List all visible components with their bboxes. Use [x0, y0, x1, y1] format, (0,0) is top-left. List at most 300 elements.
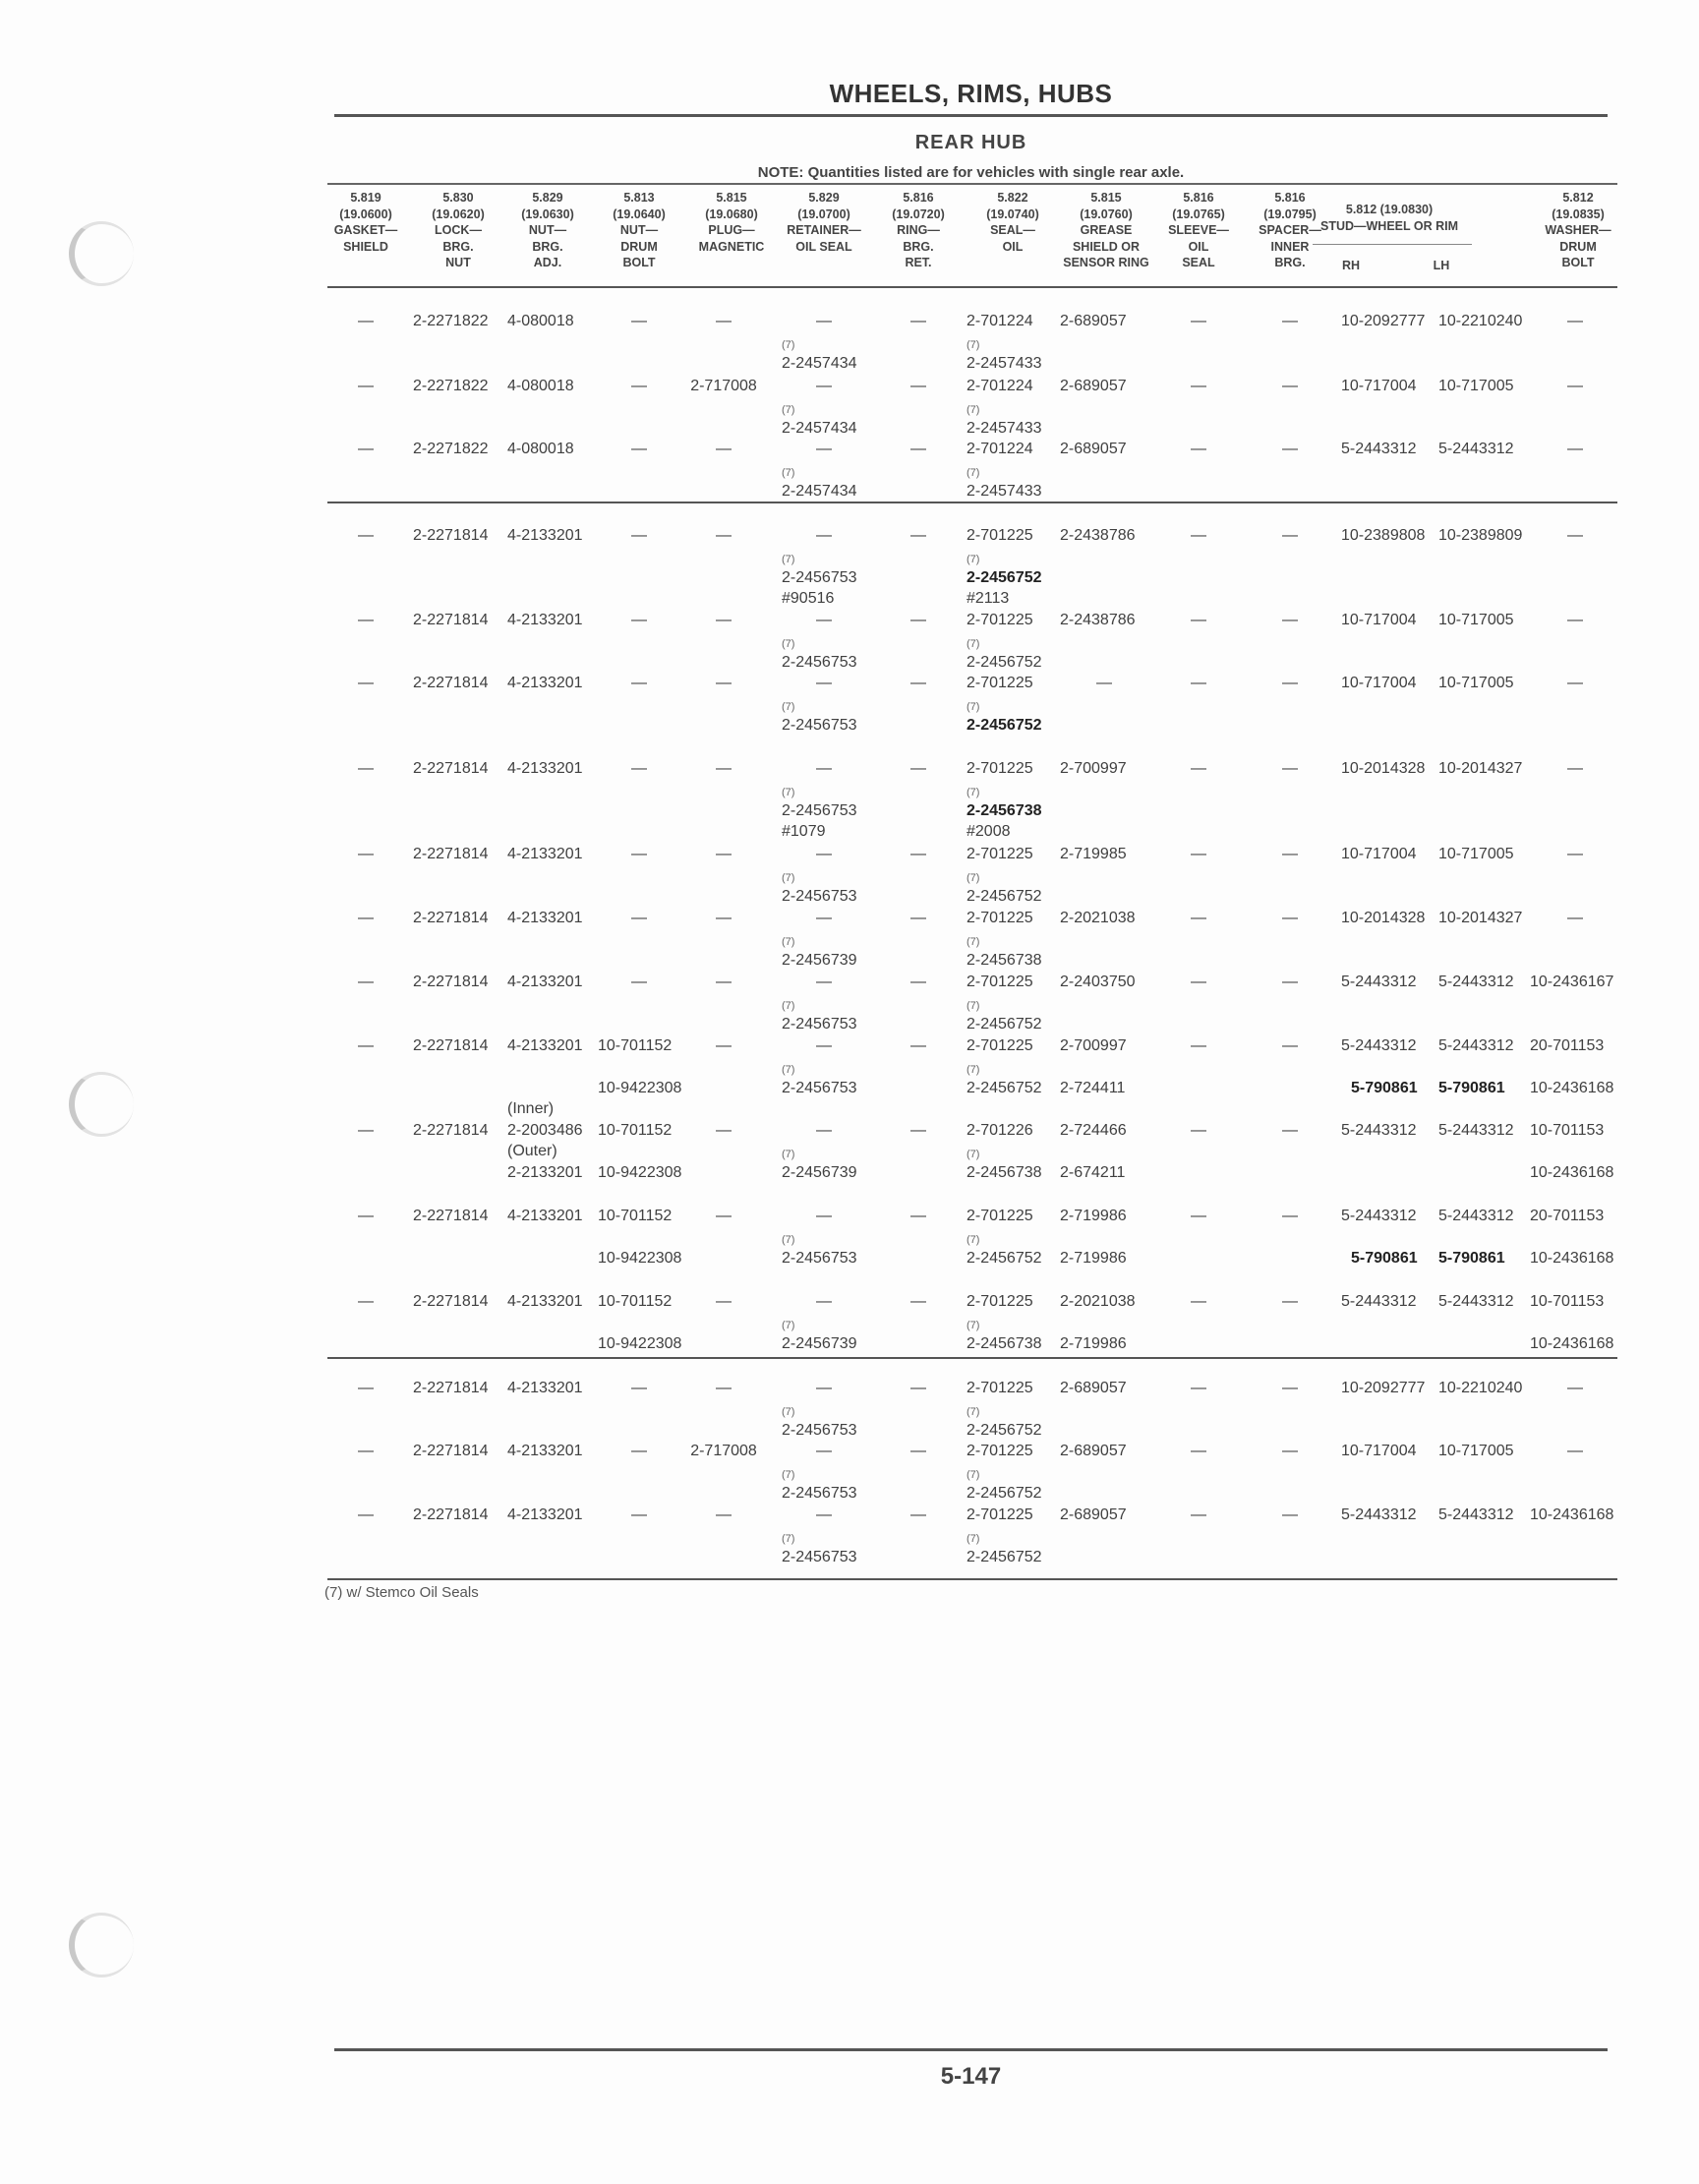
dash-cell: —: [910, 1293, 926, 1310]
retainer-oil-seal-cell: 2-2456739: [782, 1335, 857, 1352]
col-spacer-inner-brg: 5.816 (19.0795) SPACER— INNER BRG.: [1259, 191, 1321, 269]
dash-cell: —: [816, 675, 832, 691]
section-title: REAR HUB: [914, 132, 1027, 153]
lock-brg-nut-cell: 2-2271814: [413, 527, 489, 544]
dash-cell: —: [1567, 378, 1583, 394]
lock-brg-nut-cell: 2-2271814: [413, 760, 489, 777]
dash-cell: —: [910, 1380, 926, 1396]
retainer-oil-seal-cell: 2-2457434: [782, 355, 857, 372]
footer-rule: [334, 2048, 1608, 2051]
nut-brg-adj-cell: 4-080018: [507, 313, 574, 329]
dash-cell: —: [631, 441, 647, 457]
dash-cell: —: [358, 974, 374, 990]
stud-lh-cell: 5-2443312: [1438, 1122, 1514, 1139]
grease-shield-cell: 2-724411: [1060, 1080, 1126, 1096]
dash-cell: —: [816, 527, 832, 544]
dash-cell: —: [358, 1122, 374, 1139]
col-stud-lh: LH: [1433, 259, 1450, 272]
dash-cell: —: [910, 846, 926, 862]
dash-cell: —: [631, 313, 647, 329]
col-lock-brg-nut: 5.830 (19.0620) LOCK— BRG. NUT: [432, 191, 485, 269]
retainer-oil-seal-cell: 2-2456753: [782, 654, 857, 671]
footnote-ref: (7): [782, 1406, 795, 1418]
dash-cell: —: [1282, 1037, 1298, 1054]
footnote-ref: (7): [967, 1234, 980, 1246]
footnote-ref: (7): [967, 787, 980, 798]
grease-shield-cell: 2-719986: [1060, 1250, 1127, 1267]
footnote-ref: (7): [782, 339, 795, 351]
stud-rh-cell: 10-2014328: [1341, 760, 1426, 777]
nut-brg-adj-cell: 4-2133201: [507, 1443, 583, 1459]
nut-drum-bolt-cell: 10-9422308: [598, 1250, 682, 1267]
grease-shield-cell: 2-700997: [1060, 1037, 1127, 1054]
stud-lh-cell: 5-2443312: [1438, 1208, 1514, 1224]
dash-cell: —: [816, 612, 832, 628]
dash-cell: —: [816, 441, 832, 457]
footnote-ref: (7): [782, 787, 795, 798]
dash-cell: —: [631, 910, 647, 926]
nut-brg-adj-cell: 4-2133201: [507, 612, 583, 628]
dash-cell: —: [816, 1443, 832, 1459]
nut-drum-bolt-cell: 10-701152: [598, 1208, 673, 1224]
dash-cell: —: [716, 1208, 732, 1224]
stud-lh-cell: 10-717005: [1438, 846, 1514, 862]
dash-cell: —: [631, 846, 647, 862]
washer-drum-bolt-cell: 20-701153: [1530, 1037, 1605, 1054]
dash-cell: —: [716, 313, 732, 329]
dash-cell: —: [1191, 313, 1206, 329]
dash-cell: —: [1282, 313, 1298, 329]
dash-cell: —: [358, 1037, 374, 1054]
dash-cell: —: [816, 313, 832, 329]
dash-cell: —: [1191, 1443, 1206, 1459]
grease-shield-cell: 2-724466: [1060, 1122, 1127, 1139]
stud-lh-cell: 10-2210240: [1438, 313, 1523, 329]
stud-lh-cell: 5-2443312: [1438, 1506, 1514, 1523]
footnote: (7) w/ Stemco Oil Seals: [324, 1584, 479, 1601]
stud-rh-cell: 5-2443312: [1341, 1506, 1417, 1523]
nut-drum-bolt-cell: 10-9422308: [598, 1164, 682, 1181]
dash-cell: —: [1191, 441, 1206, 457]
footnote-ref: (7): [782, 404, 795, 416]
dash-cell: —: [716, 675, 732, 691]
seal-oil-cell: 2-701225: [967, 1208, 1033, 1224]
stud-rh-cell: 5-2443312: [1341, 1293, 1417, 1310]
lock-brg-nut-cell: 2-2271822: [413, 441, 489, 457]
stud-lh-cell: 5-790861: [1438, 1250, 1505, 1267]
stud-rh-cell: 10-2092777: [1341, 1380, 1426, 1396]
seal-oil-cell: 2-701225: [967, 1037, 1033, 1054]
stud-rh-cell: 5-2443312: [1341, 441, 1417, 457]
stud-lh-cell: 10-2014327: [1438, 910, 1523, 926]
stud-rh-cell: 10-717004: [1341, 1443, 1417, 1459]
dash-cell: —: [358, 1208, 374, 1224]
footnote-ref: (7): [967, 1406, 980, 1418]
nut-drum-bolt-cell: 10-701152: [598, 1122, 673, 1139]
dash-cell: —: [1282, 378, 1298, 394]
dash-cell: —: [716, 974, 732, 990]
seal-oil-cell: 2-701225: [967, 760, 1033, 777]
dash-cell: —: [1191, 910, 1206, 926]
retainer-oil-seal-cell: 2-2456753: [782, 1422, 857, 1439]
lock-brg-nut-cell: 2-2271814: [413, 612, 489, 628]
dash-cell: —: [358, 846, 374, 862]
dash-cell: —: [910, 313, 926, 329]
lock-brg-nut-cell: 2-2271814: [413, 1122, 489, 1139]
footnote-ref: (7): [967, 404, 980, 416]
dash-cell: —: [1191, 675, 1206, 691]
dash-cell: —: [716, 760, 732, 777]
grease-shield-cell: —: [1096, 675, 1112, 691]
col-ring-brg-ret: 5.816 (19.0720) RING— BRG. RET.: [892, 191, 945, 269]
seal-oil-cell: 2-2456752: [967, 1422, 1042, 1439]
nut-brg-adj-cell: 2-2133201: [507, 1164, 583, 1181]
footnote-ref: (7): [967, 638, 980, 650]
retainer-oil-seal-cell: 2-2456739: [782, 952, 857, 969]
stud-lh-cell: 10-717005: [1438, 1443, 1514, 1459]
dash-cell: —: [1191, 378, 1206, 394]
seal-oil-cell: 2-701225: [967, 1443, 1033, 1459]
dash-cell: —: [358, 675, 374, 691]
nut-brg-adj-cell: 4-080018: [507, 378, 574, 394]
footnote-ref: (7): [782, 1234, 795, 1246]
footnote-ref: (7): [782, 1320, 795, 1331]
stud-rh-cell: 10-2092777: [1341, 313, 1426, 329]
seal-oil-cell: 2-2456752: [967, 717, 1042, 734]
dash-cell: —: [816, 1380, 832, 1396]
retainer-oil-seal-cell: 2-2456753: [782, 717, 857, 734]
stud-rh-cell: 10-717004: [1341, 846, 1417, 862]
seal-oil-cell: 2-2456738: [967, 1164, 1042, 1181]
dash-cell: —: [1191, 612, 1206, 628]
seal-oil-cell: 2-701225: [967, 974, 1033, 990]
seal-oil-cell: 2-701225: [967, 1380, 1033, 1396]
plug-magnetic-cell: 2-717008: [690, 378, 757, 394]
dash-cell: —: [1191, 760, 1206, 777]
dash-cell: —: [1191, 1208, 1206, 1224]
dash-cell: —: [631, 612, 647, 628]
dash-cell: —: [1567, 612, 1583, 628]
dash-cell: —: [631, 378, 647, 394]
dash-cell: —: [1282, 1443, 1298, 1459]
footnote-ref: (7): [782, 1533, 795, 1545]
dash-cell: —: [358, 313, 374, 329]
grease-shield-cell: 2-689057: [1060, 378, 1127, 394]
dash-cell: —: [1282, 527, 1298, 544]
seal-oil-cell: 2-701225: [967, 1293, 1033, 1310]
grease-shield-cell: 2-674211: [1060, 1164, 1126, 1181]
dash-cell: —: [1191, 527, 1206, 544]
dash-cell: —: [1282, 974, 1298, 990]
seal-oil-cell: 2-701225: [967, 910, 1033, 926]
dash-cell: —: [910, 441, 926, 457]
dash-cell: —: [1282, 1208, 1298, 1224]
lock-brg-nut-cell: 2-2271814: [413, 675, 489, 691]
dash-cell: —: [716, 441, 732, 457]
dash-cell: —: [1191, 846, 1206, 862]
footnote-ref: (7): [782, 936, 795, 948]
dash-cell: —: [358, 1380, 374, 1396]
footnote-ref: (7): [782, 701, 795, 713]
lock-brg-nut-cell: 2-2271822: [413, 378, 489, 394]
col-sleeve-oil-seal: 5.816 (19.0765) SLEEVE— OIL SEAL: [1168, 191, 1229, 269]
dash-cell: —: [910, 760, 926, 777]
col-stud-wheel-rim: 5.812 (19.0830) STUD—WHEEL OR RIM: [1319, 203, 1459, 233]
washer-drum-bolt-cell: 10-701153: [1530, 1293, 1605, 1310]
dash-cell: —: [816, 1037, 832, 1054]
dash-cell: —: [910, 1443, 926, 1459]
dash-cell: —: [716, 846, 732, 862]
retainer-oil-seal-cell: 2-2456753: [782, 1485, 857, 1502]
dash-cell: —: [631, 1380, 647, 1396]
dash-cell: —: [910, 378, 926, 394]
dash-cell: —: [910, 675, 926, 691]
dash-cell: —: [1282, 441, 1298, 457]
grease-shield-cell: 2-689057: [1060, 441, 1127, 457]
nut-drum-bolt-cell: 10-701152: [598, 1293, 673, 1310]
col-plug-magnetic: 5.815 (19.0680) PLUG— MAGNETIC: [698, 191, 765, 254]
dash-cell: —: [716, 527, 732, 544]
stud-lh-cell: 5-2443312: [1438, 441, 1514, 457]
footnote-ref: (7): [782, 554, 795, 565]
dash-cell: —: [1282, 846, 1298, 862]
quantity-note: NOTE: Quantities listed are for vehicles with single rear axle.: [757, 164, 1185, 181]
footnote-ref: (7): [782, 467, 795, 479]
footnote-ref: (7): [967, 872, 980, 884]
dash-cell: —: [358, 527, 374, 544]
dash-cell: —: [910, 1122, 926, 1139]
stud-lh-cell: 5-2443312: [1438, 1293, 1514, 1310]
seal-oil-cell: 2-2456752: [967, 1016, 1042, 1033]
dash-cell: —: [631, 675, 647, 691]
washer-drum-bolt-cell: 10-2436168: [1530, 1335, 1614, 1352]
seal-oil-cell: 2-2456752: [967, 1549, 1042, 1565]
nut-brg-adj-cell: 4-2133201: [507, 846, 583, 862]
dash-cell: —: [358, 910, 374, 926]
washer-drum-bolt-cell: 10-2436167: [1530, 974, 1614, 990]
dash-cell: —: [816, 910, 832, 926]
washer-drum-bolt-cell: 20-701153: [1530, 1208, 1605, 1224]
retainer-oil-seal-cell: 2-2456753: [782, 1549, 857, 1565]
stud-lh-cell: 10-2014327: [1438, 760, 1523, 777]
lock-brg-nut-cell: 2-2271814: [413, 1293, 489, 1310]
seal-oil-cell: 2-2457433: [967, 483, 1042, 500]
stud-rh-cell: 10-717004: [1341, 612, 1417, 628]
seal-oil-cell: 2-2457433: [967, 355, 1042, 372]
dash-cell: —: [1567, 1443, 1583, 1459]
washer-drum-bolt-cell: 10-2436168: [1530, 1250, 1614, 1267]
washer-drum-bolt-cell: 10-701153: [1530, 1122, 1605, 1139]
seal-oil-cell: 2-2456752: [967, 569, 1042, 586]
retainer-oil-seal-cell: 2-2456753: [782, 888, 857, 905]
stud-rh-cell: 5-790861: [1351, 1250, 1418, 1267]
seal-oil-cell: #2113: [967, 590, 1010, 607]
grease-shield-cell: 2-689057: [1060, 1380, 1127, 1396]
retainer-oil-seal-cell: #90516: [782, 590, 835, 607]
grease-shield-cell: 2-719986: [1060, 1335, 1127, 1352]
footnote-ref: (7): [967, 1000, 980, 1012]
page-number: 5-147: [940, 2063, 1002, 2090]
stud-rh-cell: 5-2443312: [1341, 1037, 1417, 1054]
stud-rh-cell: 10-717004: [1341, 675, 1417, 691]
seal-oil-cell: #2008: [967, 823, 1011, 840]
dash-cell: —: [716, 1122, 732, 1139]
stud-lh-cell: 10-2389809: [1438, 527, 1523, 544]
dash-cell: —: [816, 1122, 832, 1139]
dash-cell: —: [358, 441, 374, 457]
retainer-oil-seal-cell: 2-2456739: [782, 1164, 857, 1181]
footnote-ref: (7): [967, 1149, 980, 1160]
stud-rh-cell: 5-2443312: [1341, 1122, 1417, 1139]
nut-brg-adj-cell: 4-2133201: [507, 760, 583, 777]
lock-brg-nut-cell: 2-2271822: [413, 313, 489, 329]
stud-rh-cell: 10-2389808: [1341, 527, 1426, 544]
seal-oil-cell: 2-701224: [967, 441, 1033, 457]
dash-cell: —: [1191, 974, 1206, 990]
dash-cell: —: [1567, 441, 1583, 457]
stud-rh-cell: 10-717004: [1341, 378, 1417, 394]
dash-cell: —: [1191, 1506, 1206, 1523]
grease-shield-cell: 2-700997: [1060, 760, 1127, 777]
grease-shield-cell: 2-689057: [1060, 313, 1127, 329]
nut-brg-adj-cell: 4-2133201: [507, 974, 583, 990]
dash-cell: —: [1567, 313, 1583, 329]
retainer-oil-seal-cell: 2-2456753: [782, 569, 857, 586]
stud-lh-cell: 10-717005: [1438, 612, 1514, 628]
dash-cell: —: [816, 1506, 832, 1523]
dash-cell: —: [358, 760, 374, 777]
dash-cell: —: [1282, 1506, 1298, 1523]
seal-oil-cell: 2-701225: [967, 527, 1033, 544]
retainer-oil-seal-cell: 2-2457434: [782, 483, 857, 500]
dash-cell: —: [1567, 910, 1583, 926]
grease-shield-cell: 2-2403750: [1060, 974, 1136, 990]
seal-oil-cell: 2-2456738: [967, 952, 1042, 969]
dash-cell: —: [1567, 846, 1583, 862]
lock-brg-nut-cell: 2-2271814: [413, 846, 489, 862]
grease-shield-cell: 2-719986: [1060, 1208, 1127, 1224]
footnote-ref: (7): [967, 1064, 980, 1076]
lock-brg-nut-cell: 2-2271814: [413, 1208, 489, 1224]
stud-rh-cell: 5-2443312: [1341, 974, 1417, 990]
dash-cell: —: [1567, 527, 1583, 544]
retainer-oil-seal-cell: 2-2456753: [782, 1080, 857, 1096]
grease-shield-cell: 2-2021038: [1060, 1293, 1136, 1310]
grease-shield-cell: 2-689057: [1060, 1506, 1127, 1523]
washer-drum-bolt-cell: 10-2436168: [1530, 1506, 1614, 1523]
dash-cell: —: [1282, 760, 1298, 777]
col-stud-rh: RH: [1341, 259, 1361, 272]
stud-lh-cell: 5-2443312: [1438, 974, 1514, 990]
footnote-ref: (7): [782, 872, 795, 884]
dash-cell: —: [1567, 760, 1583, 777]
dash-cell: —: [631, 527, 647, 544]
grease-shield-cell: 2-689057: [1060, 1443, 1127, 1459]
dash-cell: —: [1567, 675, 1583, 691]
inner-label: (Inner): [507, 1100, 555, 1117]
dash-cell: —: [910, 974, 926, 990]
seal-oil-cell: 2-701225: [967, 1506, 1033, 1523]
dash-cell: —: [358, 378, 374, 394]
dash-cell: —: [816, 1293, 832, 1310]
col-nut-drum-bolt: 5.813 (19.0640) NUT— DRUM BOLT: [613, 191, 666, 269]
seal-oil-cell: 2-2456752: [967, 888, 1042, 905]
footnote-ref: (7): [967, 1469, 980, 1481]
col-grease-shield: 5.815 (19.0760) GREASE SHIELD OR SENSOR RING: [1063, 191, 1149, 269]
stud-rh-cell: 5-2443312: [1341, 1208, 1417, 1224]
stud-lh-cell: 10-2210240: [1438, 1380, 1523, 1396]
outer-label: (Outer): [507, 1143, 557, 1159]
page-title: WHEELS, RIMS, HUBS: [829, 79, 1113, 108]
footnote-ref: (7): [967, 554, 980, 565]
dash-cell: —: [358, 1443, 374, 1459]
dash-cell: —: [716, 1506, 732, 1523]
nut-drum-bolt-cell: 10-701152: [598, 1037, 673, 1054]
stud-lh-cell: 10-717005: [1438, 675, 1514, 691]
dash-cell: —: [631, 974, 647, 990]
nut-brg-adj-cell: 4-2133201: [507, 1293, 583, 1310]
dash-cell: —: [910, 1506, 926, 1523]
footnote-ref: (7): [782, 638, 795, 650]
dash-cell: —: [1282, 1122, 1298, 1139]
col-washer-drum-bolt: 5.812 (19.0835) WASHER— DRUM BOLT: [1545, 191, 1611, 269]
dash-cell: —: [1282, 910, 1298, 926]
stud-rh-cell: 5-790861: [1351, 1080, 1418, 1096]
dash-cell: —: [716, 1037, 732, 1054]
stud-rh-cell: 10-2014328: [1341, 910, 1426, 926]
dash-cell: —: [358, 1293, 374, 1310]
footnote-ref: (7): [782, 1064, 795, 1076]
seal-oil-cell: 2-2456738: [967, 802, 1042, 819]
dash-cell: —: [816, 1208, 832, 1224]
seal-oil-cell: 2-2456752: [967, 1080, 1042, 1096]
retainer-oil-seal-cell: 2-2456753: [782, 1016, 857, 1033]
footnote-ref: (7): [967, 936, 980, 948]
dash-cell: —: [910, 1208, 926, 1224]
stud-lh-cell: 5-790861: [1438, 1080, 1505, 1096]
dash-cell: —: [816, 378, 832, 394]
retainer-oil-seal-cell: 2-2456753: [782, 1250, 857, 1267]
stud-lh-cell: 5-2443312: [1438, 1037, 1514, 1054]
lock-brg-nut-cell: 2-2271814: [413, 1037, 489, 1054]
plug-magnetic-cell: 2-717008: [690, 1443, 757, 1459]
retainer-oil-seal-cell: 2-2456753: [782, 802, 857, 819]
seal-oil-cell: 2-701225: [967, 612, 1033, 628]
seal-oil-cell: 2-701224: [967, 313, 1033, 329]
footnote-ref: (7): [967, 1533, 980, 1545]
seal-oil-cell: 2-701224: [967, 378, 1033, 394]
seal-oil-cell: 2-2457433: [967, 420, 1042, 437]
footnote-ref: (7): [782, 1149, 795, 1160]
footnote-ref: (7): [967, 467, 980, 479]
dash-cell: —: [910, 612, 926, 628]
dash-cell: —: [910, 910, 926, 926]
dash-cell: —: [1282, 612, 1298, 628]
dash-cell: —: [716, 1380, 732, 1396]
nut-brg-adj-cell: 4-2133201: [507, 675, 583, 691]
dash-cell: —: [816, 846, 832, 862]
dash-cell: —: [716, 612, 732, 628]
grease-shield-cell: 2-2021038: [1060, 910, 1136, 926]
lock-brg-nut-cell: 2-2271814: [413, 1506, 489, 1523]
grease-shield-cell: 2-2438786: [1060, 527, 1136, 544]
dash-cell: —: [1282, 1293, 1298, 1310]
dash-cell: —: [1191, 1293, 1206, 1310]
dash-cell: —: [358, 612, 374, 628]
nut-brg-adj-cell: 4-2133201: [507, 527, 583, 544]
footnote-ref: (7): [967, 1320, 980, 1331]
dash-cell: —: [1191, 1037, 1206, 1054]
